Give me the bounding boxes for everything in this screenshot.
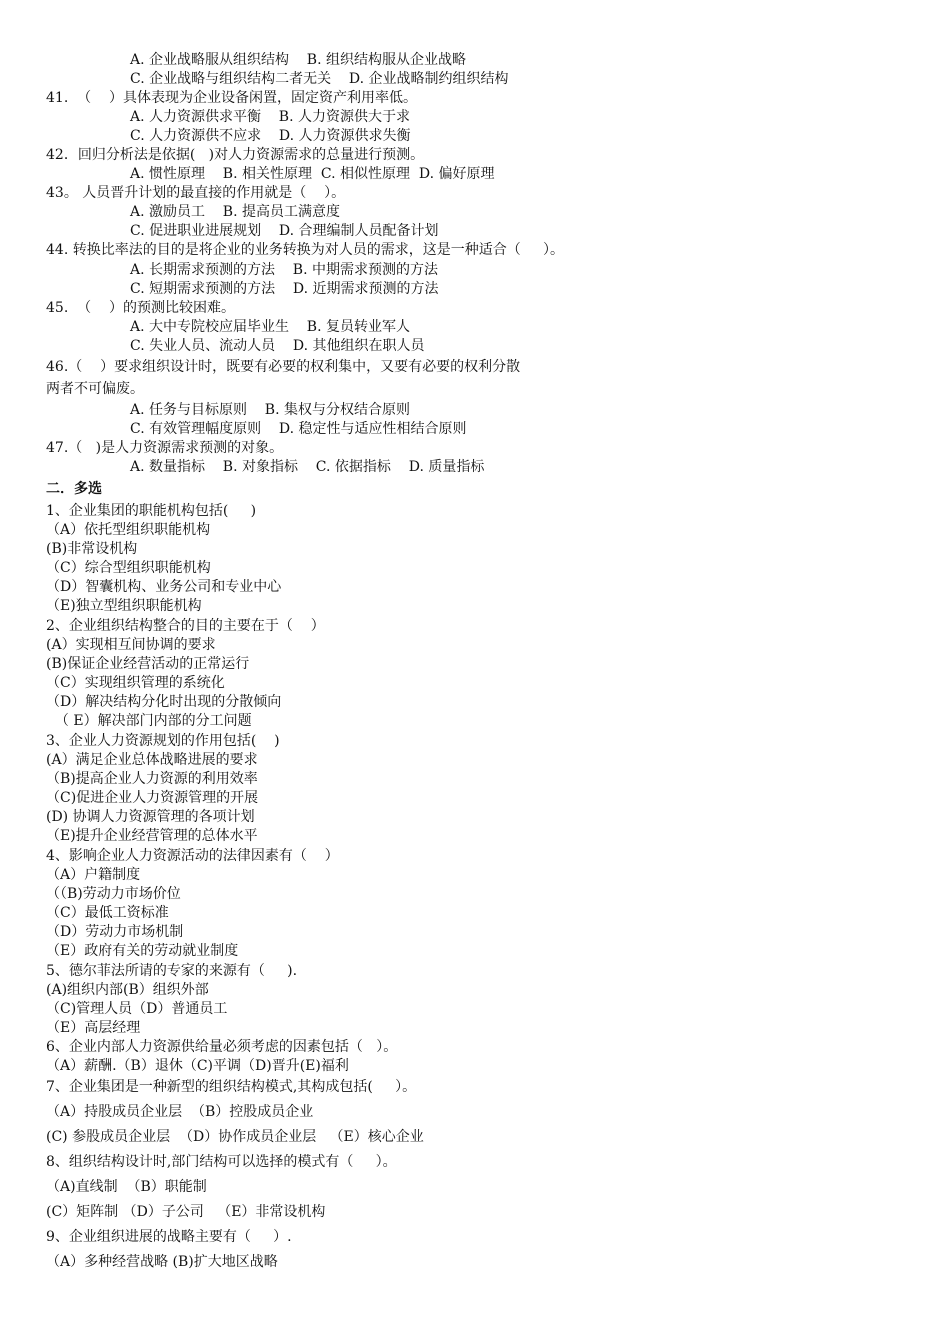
question-45: 45. （ ）的预测比较困难。: [46, 300, 235, 316]
question-46-continued: 两者不可偏废。: [46, 381, 144, 397]
option-line: (C) 参股成员企业层 （D）协作成员企业层 （E）核心企业: [46, 1129, 424, 1145]
option-line: （A）户籍制度: [46, 867, 141, 883]
option-line: (D) 协调人力资源管理的各项计划: [46, 809, 255, 825]
option-line: （A)直线制 （B）职能制: [46, 1179, 207, 1195]
multi-question-1: 1、企业集团的职能机构包括( ): [46, 503, 257, 519]
multi-question-5: 5、德尔菲法所请的专家的来源有（ ).: [46, 963, 298, 979]
section-heading-multiple-choice: 二．多选: [46, 481, 102, 497]
option-line: C. 人力资源供不应求 D. 人力资源供求失衡: [130, 128, 411, 144]
question-44: 44. 转换比率法的目的是将企业的业务转换为对人员的需求，这是一种适合（ ）。: [46, 242, 564, 258]
option-line: A. 数量指标 B. 对象指标 C. 依据指标 D. 质量指标: [130, 459, 485, 475]
option-line: A. 长期需求预测的方法 B. 中期需求预测的方法: [130, 262, 438, 278]
question-46: 46.（ ）要求组织设计时，既要有必要的权利集中，又要有必要的权利分散: [46, 359, 521, 375]
option-line: A. 任务与目标原则 B. 集权与分权结合原则: [130, 402, 410, 418]
option-line: C. 促进职业进展规划 D. 合理编制人员配备计划: [130, 223, 439, 239]
multi-question-8: 8、组织结构设计时,部门结构可以选择的模式有（ ）。: [46, 1154, 397, 1170]
multi-question-9: 9、企业组织进展的战略主要有（ ）.: [46, 1229, 292, 1245]
option-line: A. 激励员工 B. 提高员工满意度: [130, 204, 340, 220]
option-line: （C)促进企业人力资源管理的开展: [46, 790, 259, 806]
option-line: （A）薪酬.（B）退休（C)平调（D)晋升(E)福利: [46, 1058, 349, 1074]
option-line: （C）实现组织管理的系统化: [46, 675, 225, 691]
option-line: C. 企业战略与组织结构二者无关 D. 企业战略制约组织结构: [130, 71, 509, 87]
option-line: (A）实现相互间协调的要求: [46, 637, 216, 653]
option-line: （C)管理人员（D）普通员工: [46, 1001, 228, 1017]
option-line: （D）劳动力市场机制: [46, 924, 184, 940]
question-41: 41. （ ）具体表现为企业设备闲置，固定资产利用率低。: [46, 90, 417, 106]
option-line: （A）持股成员企业层 （B）控股成员企业: [46, 1104, 314, 1120]
option-line: （ E）解决部门内部的分工问题: [46, 713, 252, 729]
option-line: （D）解决结构分化时出现的分散倾向: [46, 694, 282, 710]
option-line: （D）智囊机构、业务公司和专业中心: [46, 579, 282, 595]
option-line: （E）高层经理: [46, 1020, 141, 1036]
option-line: （（B)劳动力市场价位: [46, 886, 181, 902]
multi-question-6: 6、企业内部人力资源供给量必须考虑的因素包括（ ）。: [46, 1039, 398, 1055]
option-line: （A）依托型组织职能机构: [46, 522, 211, 538]
multi-question-3: 3、企业人力资源规划的作用包括( ): [46, 733, 280, 749]
option-line: (C）矩阵制 （D）子公司 （E）非常设机构: [46, 1204, 326, 1220]
option-line: A. 人力资源供求平衡 B. 人力资源供大于求: [130, 109, 410, 125]
option-line: （A）多种经营战略 (B)扩大地区战略: [46, 1254, 278, 1270]
option-line: (B)非常设机构: [46, 541, 138, 557]
question-47: 47.（ )是人力资源需求预测的对象。: [46, 440, 284, 456]
option-line: （E)提升企业经营管理的总体水平: [46, 828, 258, 844]
question-42: 42．回归分析法是依据( )对人力资源需求的总量进行预测。: [46, 147, 425, 163]
multi-question-2: 2、企业组织结构整合的目的主要在于（ ）: [46, 618, 325, 634]
option-line: C. 失业人员、流动人员 D. 其他组织在职人员: [130, 338, 425, 354]
option-line: （C）最低工资标准: [46, 905, 169, 921]
question-43: 43。 人员晋升计划的最直接的作用就是（ ）。: [46, 185, 346, 201]
option-line: C. 有效管理幅度原则 D. 稳定性与适应性相结合原则: [130, 421, 467, 437]
multi-question-4: 4、影响企业人力资源活动的法律因素有（ ）: [46, 848, 339, 864]
option-line: (A)组织内部(B）组织外部: [46, 982, 209, 998]
option-line: （E)独立型组织职能机构: [46, 598, 202, 614]
multi-question-7: 7、企业集团是一种新型的组织结构模式,其构成包括( ）。: [46, 1079, 417, 1095]
option-line: (A）满足企业总体战略进展的要求: [46, 752, 258, 768]
option-line: （E）政府有关的劳动就业制度: [46, 943, 239, 959]
option-line: A. 大中专院校应届毕业生 B. 复员转业军人: [130, 319, 410, 335]
option-line: C. 短期需求预测的方法 D. 近期需求预测的方法: [130, 281, 439, 297]
option-line: （C）综合型组织职能机构: [46, 560, 211, 576]
option-line: A. 企业战略服从组织结构 B. 组织结构服从企业战略: [130, 52, 466, 68]
option-line: （B)提高企业人力资源的利用效率: [46, 771, 258, 787]
option-line: (B)保证企业经营活动的正常运行: [46, 656, 250, 672]
option-line: A. 惯性原理 B. 相关性原理 C. 相似性原理 D. 偏好原理: [130, 166, 495, 182]
